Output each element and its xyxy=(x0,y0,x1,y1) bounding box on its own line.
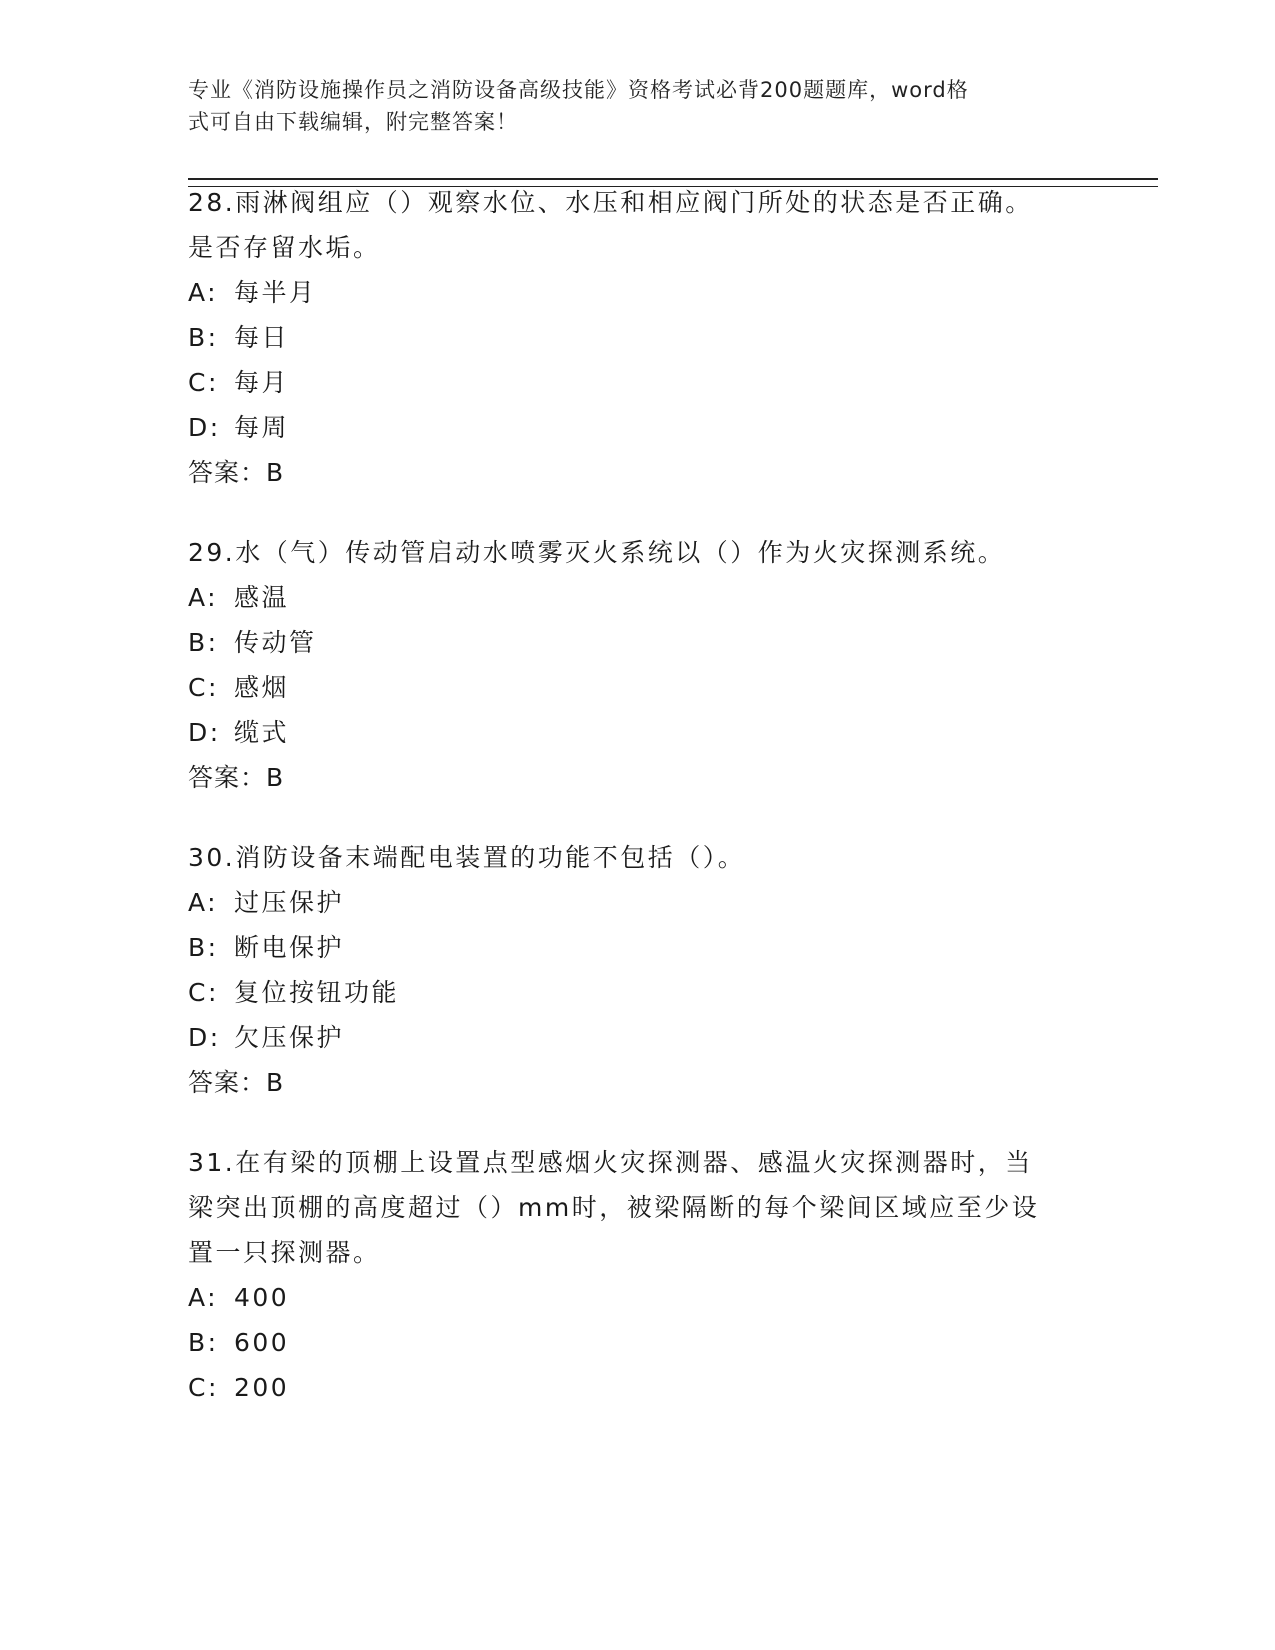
option-key: C: xyxy=(188,978,219,1007)
answer: 答案：B xyxy=(188,763,285,792)
option-text: 欠压保护 xyxy=(234,1023,345,1052)
option-b xyxy=(188,620,1078,665)
option-text: 200 xyxy=(234,1373,290,1402)
question-30 xyxy=(188,835,1078,1105)
question-text-line: 31.在有梁的顶棚上设置点型感烟火灾探测器、感温火灾探测器时，当 xyxy=(188,1148,1033,1177)
option-key: C: xyxy=(188,368,219,397)
option-key: B: xyxy=(188,323,219,352)
option-text: 断电保护 xyxy=(234,933,345,962)
option-d xyxy=(188,1015,1078,1060)
question-29 xyxy=(188,530,1078,800)
option-text: 400 xyxy=(234,1283,290,1312)
option-key: D: xyxy=(188,718,221,747)
question-text-line: 梁突出顶棚的高度超过（）mm时，被梁隔断的每个梁间区域应至少设 xyxy=(188,1193,1040,1222)
option-text: 每日 xyxy=(234,323,290,352)
option-key: D: xyxy=(188,1023,221,1052)
option-key: A: xyxy=(188,1283,219,1312)
option-c xyxy=(188,970,1078,1015)
option-a xyxy=(188,575,1078,620)
option-b xyxy=(188,315,1078,360)
question-text-line: 28.雨淋阀组应（）观察水位、水压和相应阀门所处的状态是否正确。 xyxy=(188,188,1033,217)
document-header xyxy=(188,74,1048,138)
option-key: C: xyxy=(188,673,219,702)
option-text: 传动管 xyxy=(234,628,317,657)
question-28 xyxy=(188,180,1078,495)
option-text: 每月 xyxy=(234,368,290,397)
question-text-line: 30.消防设备末端配电装置的功能不包括（）。 xyxy=(188,843,746,872)
option-b xyxy=(188,925,1078,970)
header-line-2: 式可自由下载编辑，附完整答案！ xyxy=(188,110,518,134)
question-31 xyxy=(188,1140,1078,1410)
option-c xyxy=(188,665,1078,710)
question-text-line: 置一只探测器。 xyxy=(188,1238,381,1267)
option-a xyxy=(188,880,1078,925)
option-text: 每半月 xyxy=(234,278,317,307)
option-text: 缆式 xyxy=(234,718,290,747)
question-text-line: 是否存留水垢。 xyxy=(188,233,381,262)
option-text: 600 xyxy=(234,1328,290,1357)
option-text: 过压保护 xyxy=(234,888,345,917)
option-text: 每周 xyxy=(234,413,290,442)
option-b xyxy=(188,1320,1078,1365)
option-a xyxy=(188,1275,1078,1320)
option-key: A: xyxy=(188,583,219,612)
answer: 答案：B xyxy=(188,458,285,487)
option-d xyxy=(188,405,1078,450)
option-c xyxy=(188,360,1078,405)
option-key: B: xyxy=(188,628,219,657)
question-text-line: 29.水（气）传动管启动水喷雾灭火系统以（）作为火灾探测系统。 xyxy=(188,538,1006,567)
option-a xyxy=(188,270,1078,315)
option-key: B: xyxy=(188,933,219,962)
option-key: C: xyxy=(188,1373,219,1402)
option-text: 感烟 xyxy=(234,673,290,702)
option-key: A: xyxy=(188,278,219,307)
answer: 答案：B xyxy=(188,1068,285,1097)
option-text: 复位按钮功能 xyxy=(234,978,400,1007)
option-c xyxy=(188,1365,1078,1410)
header-line-1: 专业《消防设施操作员之消防设备高级技能》资格考试必背200题题库，word格 xyxy=(188,78,969,102)
option-d xyxy=(188,710,1078,755)
option-text: 感温 xyxy=(234,583,290,612)
option-key: D: xyxy=(188,413,221,442)
option-key: B: xyxy=(188,1328,219,1357)
option-key: A: xyxy=(188,888,219,917)
